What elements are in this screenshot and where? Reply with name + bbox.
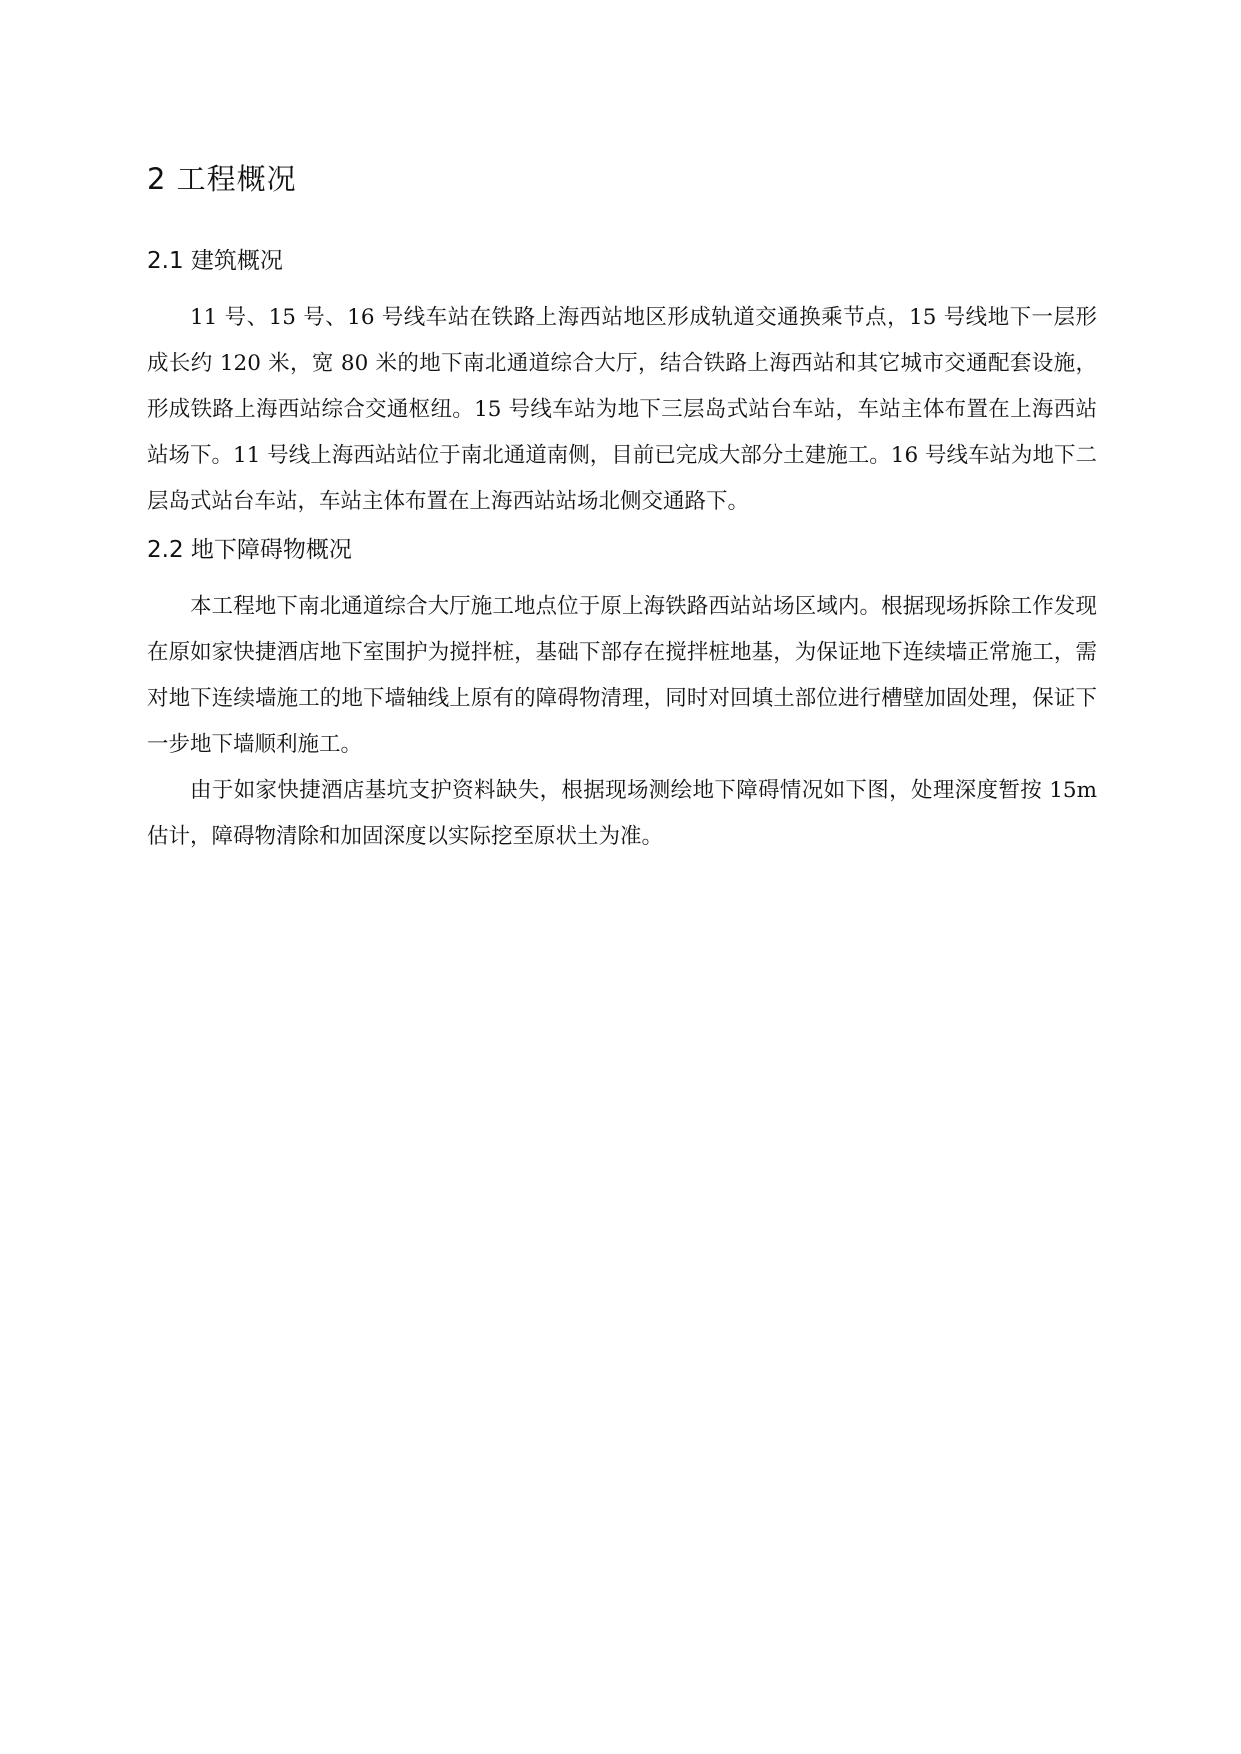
document-body	[147, 158, 1097, 860]
paragraph-obstacles-treatment: 由于如家快捷酒店基坑支护资料缺失，根据现场测绘地下障碍情况如下图，处理深度暂按 15m 估计，障碍物清除和加固深度以实际挖至原状土为准。	[147, 778, 1097, 849]
paragraph-obstacles-overview: 本工程地下南北通道综合大厅施工地点位于原上海铁路西站站场区域内。根据现场拆除工作发现在原如家快捷酒店地下室围护为搅拌桩，基础下部存在搅拌桩地基，为保证地下连续墙正常施工，需对地下连续墙施工的地下墙轴线上原有的障碍物清理，同时对回填土部位进行槽壁加固处理，保证下一步地下墙顺利施工。	[147, 594, 1097, 757]
subsection-heading-building: 2.1 建筑概况	[147, 248, 283, 274]
section-heading: 2 工程概况	[147, 162, 297, 196]
subsection-heading-obstacles: 2.2 地下障碍物概况	[147, 537, 352, 563]
paragraph-building-overview: 11 号、15 号、16 号线车站在铁路上海西站地区形成轨道交通换乘节点，15 号线地下一层形成长约 120 米，宽 80 米的地下南北通道综合大厅，结合铁路上海西站和其它城市交通配套设施，形成铁路上海西站综合交通枢纽。15 号线车站为地下三层岛式站台车站，车站主体布置在上海西站站场下。11 号线上海西站站位于南北通道南侧，目前已完成大部分土建施工。16 号线车站为地下二层岛式站台车站，车站主体布置在上海西站站场北侧交通路下。	[147, 305, 1097, 514]
